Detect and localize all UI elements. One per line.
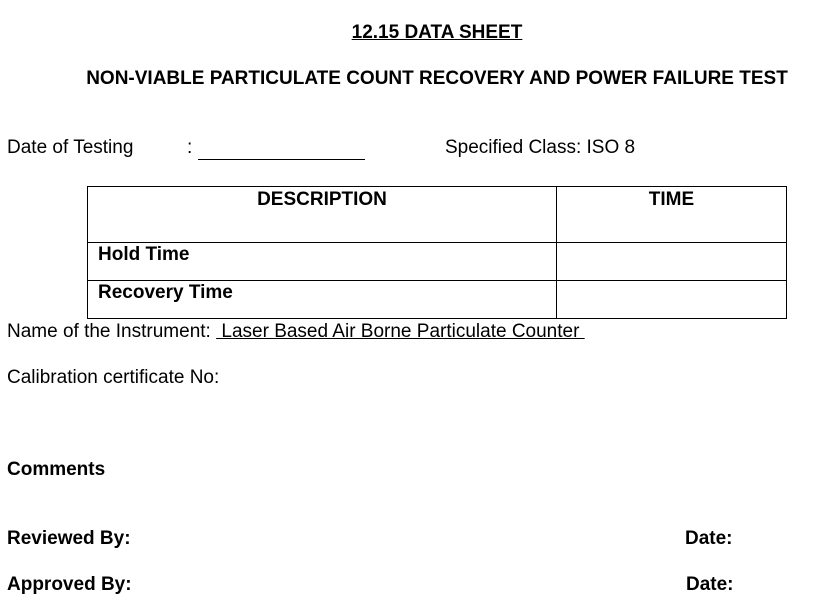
date-colon: : [187, 137, 193, 158]
instrument-value: Laser Based Air Borne Particulate Counter [216, 321, 585, 342]
date-of-testing-field[interactable] [198, 137, 365, 160]
row-description-recovery-time: Recovery Time [88, 281, 557, 319]
results-table [87, 186, 787, 319]
reviewed-date-label: Date: [685, 528, 733, 549]
row-description-hold-time: Hold Time [88, 243, 557, 281]
document-title: 12.15 DATA SHEET [351, 22, 523, 43]
calibration-certificate-label: Calibration certificate No: [7, 367, 220, 388]
column-header-description: DESCRIPTION [88, 187, 557, 243]
date-of-testing-label: Date of Testing [7, 137, 134, 158]
reviewed-by-label: Reviewed By: [7, 528, 131, 549]
row-time-hold-time[interactable] [557, 243, 787, 281]
instrument-line [7, 321, 585, 343]
instrument-label: Name of the Instrument: [7, 321, 211, 342]
table-row [88, 281, 787, 319]
table-header-row [88, 187, 787, 243]
specified-class-text: Specified Class: ISO 8 [445, 137, 636, 158]
approved-by-label: Approved By: [7, 574, 132, 595]
row-time-recovery-time[interactable] [557, 281, 787, 319]
table-row [88, 243, 787, 281]
comments-label: Comments [7, 459, 106, 480]
document-subtitle: NON-VIABLE PARTICULATE COUNT RECOVERY AND POWER FAILURE TEST [86, 68, 788, 89]
approved-date-label: Date: [686, 574, 734, 595]
column-header-time: TIME [557, 187, 787, 243]
